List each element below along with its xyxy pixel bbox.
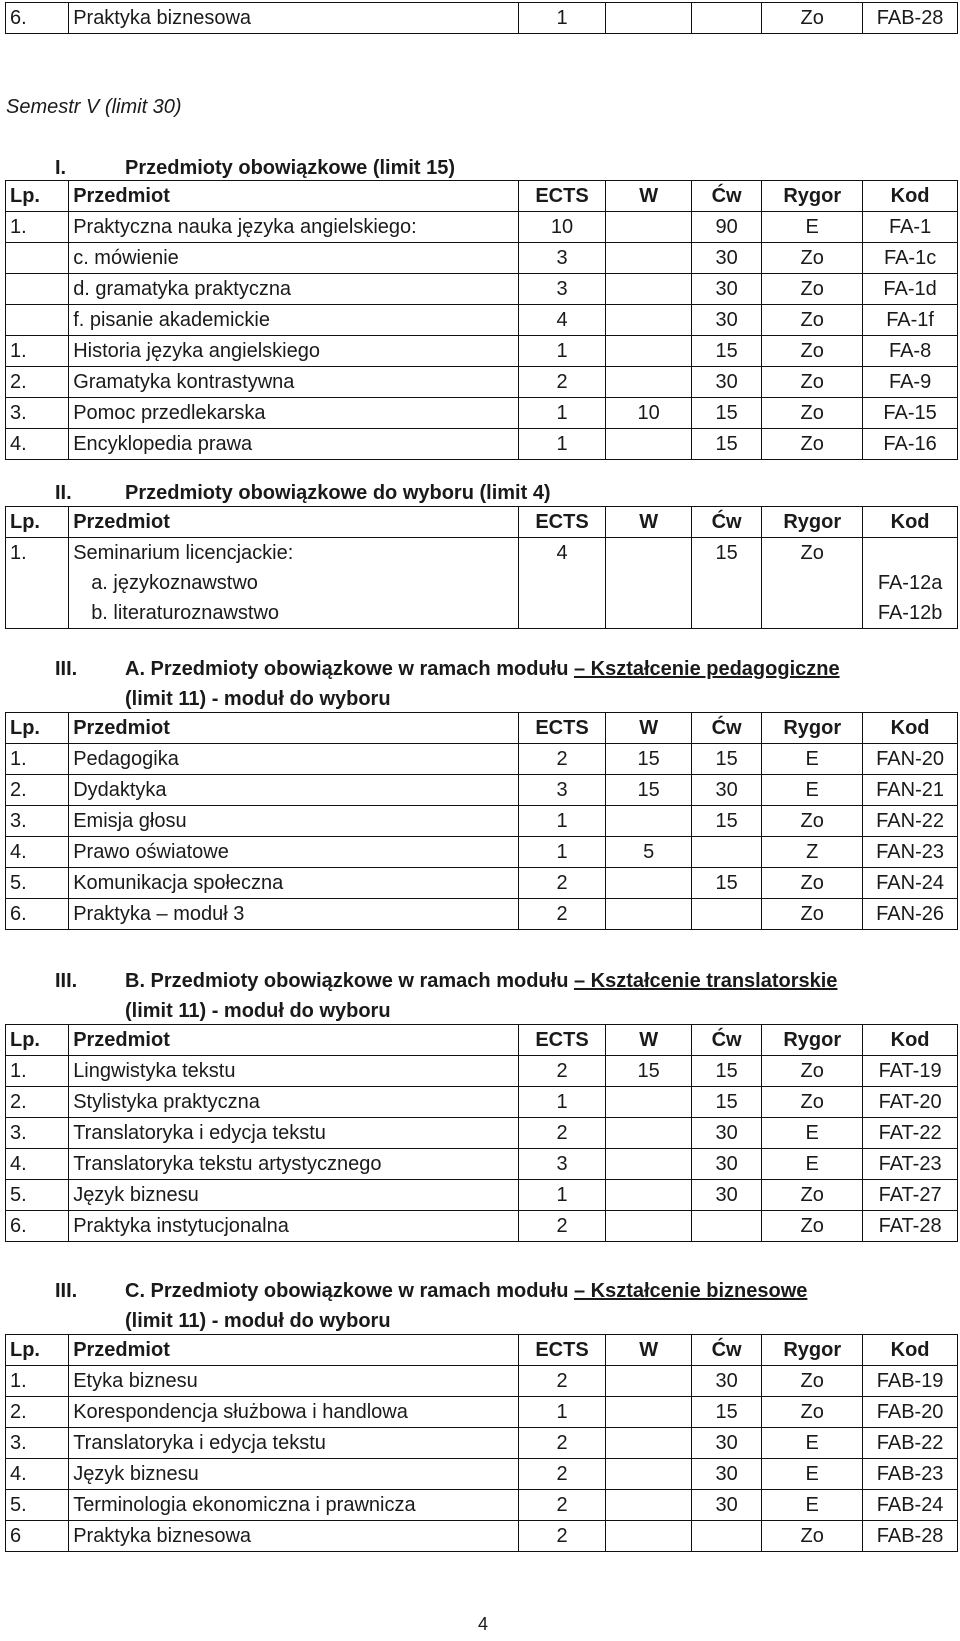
cw-cell: 30 xyxy=(691,274,761,305)
rygor-cell: E xyxy=(762,1490,863,1521)
table-row xyxy=(6,1087,958,1118)
section-heading xyxy=(55,970,837,993)
rygor-cell: Zo xyxy=(762,367,863,398)
cw-cell xyxy=(691,899,761,930)
w-cell xyxy=(606,336,692,367)
w-cell xyxy=(606,1521,692,1552)
header-rygor: Rygor xyxy=(762,507,863,538)
rygor-cell: Zo xyxy=(762,398,863,429)
table-row xyxy=(6,212,958,243)
header-w: W xyxy=(606,507,692,538)
table-row xyxy=(6,837,958,868)
subject-cell: Encyklopedia prawa xyxy=(69,429,518,460)
w-cell xyxy=(606,1087,692,1118)
kod-cell: FAB-23 xyxy=(863,1459,958,1490)
roman-numeral: III. xyxy=(55,970,78,992)
rygor-cell: E xyxy=(762,744,863,775)
header-kod: Kod xyxy=(863,713,958,744)
section-subtitle: (limit 11) - moduł do wyboru xyxy=(125,1000,391,1022)
subject-cell: Praktyka biznesowa xyxy=(69,3,518,34)
cw-cell: 15 xyxy=(691,1056,761,1087)
w-cell: 15 xyxy=(606,775,692,806)
cw-cell xyxy=(691,1521,761,1552)
subject-cell: Translatoryka i edycja tekstu xyxy=(69,1428,518,1459)
w-cell xyxy=(606,367,692,398)
table-header xyxy=(6,713,958,744)
kod-cell: FAN-26 xyxy=(863,899,958,930)
w-cell: 5 xyxy=(606,837,692,868)
cw-cell: 15 xyxy=(691,744,761,775)
option-b: b. literaturoznawstwo xyxy=(91,602,280,624)
cw-cell: 30 xyxy=(691,1428,761,1459)
ects-cell: 3 xyxy=(518,1149,606,1180)
ects-cell: 2 xyxy=(518,1118,606,1149)
subject-cell: Gramatyka kontrastywna xyxy=(69,367,518,398)
rygor-cell: Zo xyxy=(762,1397,863,1428)
rygor-cell: Zo xyxy=(762,274,863,305)
subject-cell: Terminologia ekonomiczna i prawnicza xyxy=(69,1490,518,1521)
ects-cell: 2 xyxy=(518,1459,606,1490)
kod-cell: FAT-23 xyxy=(863,1149,958,1180)
lp-cell: 3. xyxy=(6,1118,69,1149)
ects-cell: 1 xyxy=(518,806,606,837)
cw-cell xyxy=(691,1211,761,1242)
rygor-cell: E xyxy=(762,1149,863,1180)
header-lp: Lp. xyxy=(6,1025,69,1056)
table-row xyxy=(6,1366,958,1397)
lp-cell: 4. xyxy=(6,429,69,460)
table-row xyxy=(6,1118,958,1149)
header-kod: Kod xyxy=(863,1335,958,1366)
cw-cell: 30 xyxy=(691,305,761,336)
kod-cell: FA-16 xyxy=(863,429,958,460)
w-cell xyxy=(606,868,692,899)
table-row xyxy=(6,899,958,930)
rygor-cell: E xyxy=(762,1118,863,1149)
header-w: W xyxy=(606,181,692,212)
roman-numeral: III. xyxy=(55,658,78,680)
table-row xyxy=(6,1490,958,1521)
kod-cell: FA-15 xyxy=(863,398,958,429)
rygor-cell: Zo xyxy=(762,868,863,899)
top-table xyxy=(5,2,958,34)
rygor-cell: E xyxy=(762,775,863,806)
table-row xyxy=(6,398,958,429)
section-title-underlined: – Kształcenie translatorskie xyxy=(573,970,838,992)
subject-cell: Translatoryka tekstu artystycznego xyxy=(69,1149,518,1180)
cw-cell: 15 xyxy=(691,336,761,367)
table-row xyxy=(6,367,958,398)
cw-cell: 90 xyxy=(691,212,761,243)
w-cell xyxy=(606,1490,692,1521)
w-cell: 10 xyxy=(606,398,692,429)
cw-cell: 30 xyxy=(691,1366,761,1397)
section-title: Przedmioty obowiązkowe do wyboru (limit 4) xyxy=(125,482,551,504)
header-cw: Ćw xyxy=(691,181,761,212)
lp-cell: 6 xyxy=(6,1521,69,1552)
ects-cell: 1 xyxy=(518,837,606,868)
lp-cell: 5. xyxy=(6,1490,69,1521)
lp-cell: 4. xyxy=(6,837,69,868)
kod-cell: FAN-23 xyxy=(863,837,958,868)
rygor-cell: Zo xyxy=(762,336,863,367)
rygor-cell: Zo xyxy=(762,1056,863,1087)
table-row xyxy=(6,1459,958,1490)
lp-cell: 3. xyxy=(6,806,69,837)
rygor-cell: Zo xyxy=(762,1366,863,1397)
lp-cell: 2. xyxy=(6,1397,69,1428)
section-heading xyxy=(55,157,455,180)
header-kod: Kod xyxy=(863,507,958,538)
table-header xyxy=(6,1335,958,1366)
table-row xyxy=(6,1180,958,1211)
header-cw: Ćw xyxy=(691,713,761,744)
ects-cell: 2 xyxy=(518,1056,606,1087)
ects-cell: 2 xyxy=(518,1366,606,1397)
lp-cell: 2. xyxy=(6,1087,69,1118)
rygor-cell: E xyxy=(762,1428,863,1459)
subject-cell: Język biznesu xyxy=(69,1459,518,1490)
header-w: W xyxy=(606,713,692,744)
header-kod: Kod xyxy=(863,1025,958,1056)
lp-cell: 4. xyxy=(6,1149,69,1180)
lp-cell xyxy=(6,243,69,274)
table-section-c xyxy=(5,1334,958,1552)
subject-cell: Pomoc przedlekarska xyxy=(69,398,518,429)
ects-cell: 3 xyxy=(518,775,606,806)
table-header xyxy=(6,507,958,538)
w-cell xyxy=(606,1366,692,1397)
lp-cell: 6. xyxy=(6,3,69,34)
section-title: A. Przedmioty obowiązkowe w ramach modułu xyxy=(125,658,574,680)
kod-cell: FAB-28 xyxy=(863,1521,958,1552)
w-cell xyxy=(606,1211,692,1242)
rygor-cell: E xyxy=(762,212,863,243)
kod-cell: FA-8 xyxy=(863,336,958,367)
cw-cell: 30 xyxy=(691,775,761,806)
kod-cell: FAB-28 xyxy=(863,3,958,34)
cw-cell xyxy=(691,837,761,868)
table-row xyxy=(6,1397,958,1428)
lp-cell: 4. xyxy=(6,1459,69,1490)
kod-cell: FAT-20 xyxy=(863,1087,958,1118)
kod-cell: FAT-19 xyxy=(863,1056,958,1087)
lp-cell: 5. xyxy=(6,868,69,899)
lp-cell: 6. xyxy=(6,1211,69,1242)
kod-cell: FAB-19 xyxy=(863,1366,958,1397)
w-cell xyxy=(606,3,692,34)
w-cell xyxy=(606,1459,692,1490)
w-cell xyxy=(606,1118,692,1149)
header-ects: ECTS xyxy=(518,713,606,744)
cw-cell: 15 xyxy=(691,398,761,429)
kod-cell: FAT-22 xyxy=(863,1118,958,1149)
kod-cell xyxy=(863,538,958,629)
table-header xyxy=(6,181,958,212)
header-cw: Ćw xyxy=(691,507,761,538)
lp-cell: 1. xyxy=(6,1056,69,1087)
subject-cell: Historia języka angielskiego xyxy=(69,336,518,367)
kod-a: FA-12a xyxy=(877,572,943,594)
cw-cell: 15 xyxy=(691,1397,761,1428)
kod-cell: FAB-20 xyxy=(863,1397,958,1428)
cw-cell: 30 xyxy=(691,367,761,398)
ects-cell: 1 xyxy=(518,3,606,34)
w-cell xyxy=(606,1180,692,1211)
rygor-cell: Zo xyxy=(762,1180,863,1211)
header-w: W xyxy=(606,1335,692,1366)
rygor-cell: Zo xyxy=(762,3,863,34)
section-title: C. Przedmioty obowiązkowe w ramach modułu xyxy=(125,1280,574,1302)
roman-numeral: I. xyxy=(55,157,67,179)
header-subject: Przedmiot xyxy=(69,1025,518,1056)
table-row xyxy=(6,3,958,34)
option-a: a. językoznawstwo xyxy=(91,572,258,594)
w-cell xyxy=(606,538,692,629)
header-ects: ECTS xyxy=(518,1335,606,1366)
rygor-cell: Zo xyxy=(762,899,863,930)
kod-cell: FA-1c xyxy=(863,243,958,274)
kod-cell: FAN-21 xyxy=(863,775,958,806)
table-row xyxy=(6,1521,958,1552)
w-cell xyxy=(606,305,692,336)
table-row xyxy=(6,775,958,806)
ects-cell: 1 xyxy=(518,429,606,460)
kod-cell: FA-1d xyxy=(863,274,958,305)
w-cell xyxy=(606,212,692,243)
table-section-1 xyxy=(5,180,958,460)
header-cw: Ćw xyxy=(691,1025,761,1056)
ects-cell: 2 xyxy=(518,868,606,899)
lp-cell: 5. xyxy=(6,1180,69,1211)
ects-cell: 10 xyxy=(518,212,606,243)
kod-cell: FAN-22 xyxy=(863,806,958,837)
rygor-cell: Z xyxy=(762,837,863,868)
kod-cell: FAT-27 xyxy=(863,1180,958,1211)
kod-cell: FAB-24 xyxy=(863,1490,958,1521)
section-heading xyxy=(55,1280,807,1303)
subject-cell: Komunikacja społeczna xyxy=(69,868,518,899)
header-cw: Ćw xyxy=(691,1335,761,1366)
header-rygor: Rygor xyxy=(762,1025,863,1056)
semester-heading: Semestr V (limit 30) xyxy=(6,96,182,118)
header-lp: Lp. xyxy=(6,181,69,212)
section-title-underlined: – Kształcenie biznesowe xyxy=(573,1280,808,1302)
table-row xyxy=(6,744,958,775)
section-heading xyxy=(55,658,840,681)
table-row xyxy=(6,1211,958,1242)
subject-cell xyxy=(69,538,518,629)
lp-cell: 1. xyxy=(6,1366,69,1397)
section-title-underlined: – Kształcenie pedagogiczne xyxy=(573,658,840,680)
rygor-cell: Zo xyxy=(762,538,863,629)
w-cell: 15 xyxy=(606,1056,692,1087)
table-row xyxy=(6,1149,958,1180)
ects-cell: 2 xyxy=(518,744,606,775)
ects-cell: 1 xyxy=(518,1397,606,1428)
section-title: B. Przedmioty obowiązkowe w ramach modułu xyxy=(125,970,574,992)
roman-numeral: III. xyxy=(55,1280,78,1302)
w-cell: 15 xyxy=(606,744,692,775)
cw-cell xyxy=(691,3,761,34)
table-row xyxy=(6,274,958,305)
table-section-a xyxy=(5,712,958,930)
ects-cell: 1 xyxy=(518,336,606,367)
cw-cell: 15 xyxy=(691,868,761,899)
kod-cell: FAB-22 xyxy=(863,1428,958,1459)
table-section-2 xyxy=(5,506,958,629)
table-row xyxy=(6,1056,958,1087)
kod-b: FA-12b xyxy=(877,602,943,624)
kod-cell: FAT-28 xyxy=(863,1211,958,1242)
header-ects: ECTS xyxy=(518,1025,606,1056)
subject-cell: Praktyka biznesowa xyxy=(69,1521,518,1552)
header-lp: Lp. xyxy=(6,507,69,538)
table-row xyxy=(6,305,958,336)
header-rygor: Rygor xyxy=(762,181,863,212)
ects-cell: 2 xyxy=(518,1428,606,1459)
ects-cell: 2 xyxy=(518,1490,606,1521)
header-subject: Przedmiot xyxy=(69,713,518,744)
section-subtitle: (limit 11) - moduł do wyboru xyxy=(125,688,391,710)
table-row xyxy=(6,868,958,899)
section-title: Przedmioty obowiązkowe (limit 15) xyxy=(125,157,456,179)
w-cell xyxy=(606,899,692,930)
lp-cell: 2. xyxy=(6,775,69,806)
table-header xyxy=(6,1025,958,1056)
ects-cell: 1 xyxy=(518,1087,606,1118)
lp-cell: 2. xyxy=(6,367,69,398)
rygor-cell: Zo xyxy=(762,1211,863,1242)
header-subject: Przedmiot xyxy=(69,507,518,538)
subject-cell: Pedagogika xyxy=(69,744,518,775)
subject-cell: f. pisanie akademickie xyxy=(69,305,518,336)
subject-cell: Praktyka – moduł 3 xyxy=(69,899,518,930)
lp-cell xyxy=(6,274,69,305)
w-cell xyxy=(606,1149,692,1180)
ects-cell: 2 xyxy=(518,1521,606,1552)
subject-cell: Stylistyka praktyczna xyxy=(69,1087,518,1118)
subject-cell: d. gramatyka praktyczna xyxy=(69,274,518,305)
cw-cell: 30 xyxy=(691,1490,761,1521)
subject-cell: Dydaktyka xyxy=(69,775,518,806)
ects-cell: 2 xyxy=(518,899,606,930)
section-subtitle: (limit 11) - moduł do wyboru xyxy=(125,1310,391,1332)
subject-cell: Praktyka instytucjonalna xyxy=(69,1211,518,1242)
rygor-cell: Zo xyxy=(762,806,863,837)
cw-cell: 15 xyxy=(691,538,761,629)
kod-cell: FAN-20 xyxy=(863,744,958,775)
subject-cell: Korespondencja służbowa i handlowa xyxy=(69,1397,518,1428)
ects-cell: 4 xyxy=(518,538,606,629)
lp-cell: 1. xyxy=(6,538,69,629)
lp-cell: 1. xyxy=(6,336,69,367)
subject-cell: Lingwistyka tekstu xyxy=(69,1056,518,1087)
lp-cell xyxy=(6,305,69,336)
lp-cell: 1. xyxy=(6,744,69,775)
ects-cell: 3 xyxy=(518,274,606,305)
roman-numeral: II. xyxy=(55,482,72,504)
header-kod: Kod xyxy=(863,181,958,212)
subject-cell: Język biznesu xyxy=(69,1180,518,1211)
rygor-cell: Zo xyxy=(762,305,863,336)
header-lp: Lp. xyxy=(6,1335,69,1366)
subject-cell: Praktyczna nauka języka angielskiego: xyxy=(69,212,518,243)
rygor-cell: E xyxy=(762,1459,863,1490)
w-cell xyxy=(606,429,692,460)
lp-cell: 1. xyxy=(6,212,69,243)
rygor-cell: Zo xyxy=(762,429,863,460)
table-row xyxy=(6,806,958,837)
rygor-cell: Zo xyxy=(762,1521,863,1552)
w-cell xyxy=(606,243,692,274)
ects-cell: 4 xyxy=(518,305,606,336)
header-ects: ECTS xyxy=(518,507,606,538)
cw-cell: 30 xyxy=(691,1118,761,1149)
header-lp: Lp. xyxy=(6,713,69,744)
ects-cell: 2 xyxy=(518,367,606,398)
subject-cell: Translatoryka i edycja tekstu xyxy=(69,1118,518,1149)
cw-cell: 15 xyxy=(691,1087,761,1118)
kod-cell: FA-9 xyxy=(863,367,958,398)
ects-cell: 3 xyxy=(518,243,606,274)
subject-cell: Prawo oświatowe xyxy=(69,837,518,868)
kod-cell: FAN-24 xyxy=(863,868,958,899)
ects-cell: 1 xyxy=(518,398,606,429)
cw-cell: 30 xyxy=(691,1149,761,1180)
rygor-cell: Zo xyxy=(762,1087,863,1118)
w-cell xyxy=(606,1397,692,1428)
subject-cell: Emisja głosu xyxy=(69,806,518,837)
header-subject: Przedmiot xyxy=(69,181,518,212)
lp-cell: 3. xyxy=(6,398,69,429)
header-rygor: Rygor xyxy=(762,1335,863,1366)
table-section-b xyxy=(5,1024,958,1242)
table-row xyxy=(6,538,958,629)
section-heading xyxy=(55,482,551,505)
subject-name: Seminarium licencjackie: xyxy=(73,542,294,564)
rygor-cell: Zo xyxy=(762,243,863,274)
cw-cell: 30 xyxy=(691,1180,761,1211)
cw-cell: 30 xyxy=(691,1459,761,1490)
lp-cell: 6. xyxy=(6,899,69,930)
ects-cell: 1 xyxy=(518,1180,606,1211)
cw-cell: 15 xyxy=(691,806,761,837)
w-cell xyxy=(606,1428,692,1459)
kod-cell: FA-1f xyxy=(863,305,958,336)
page-number: 4 xyxy=(478,1614,489,1634)
w-cell xyxy=(606,274,692,305)
table-row xyxy=(6,1428,958,1459)
header-ects: ECTS xyxy=(518,181,606,212)
lp-cell: 3. xyxy=(6,1428,69,1459)
table-row xyxy=(6,336,958,367)
header-subject: Przedmiot xyxy=(69,1335,518,1366)
header-rygor: Rygor xyxy=(762,713,863,744)
subject-cell: c. mówienie xyxy=(69,243,518,274)
ects-cell: 2 xyxy=(518,1211,606,1242)
header-w: W xyxy=(606,1025,692,1056)
subject-cell: Etyka biznesu xyxy=(69,1366,518,1397)
kod-cell: FA-1 xyxy=(863,212,958,243)
w-cell xyxy=(606,806,692,837)
table-row xyxy=(6,243,958,274)
cw-cell: 15 xyxy=(691,429,761,460)
cw-cell: 30 xyxy=(691,243,761,274)
table-row xyxy=(6,429,958,460)
